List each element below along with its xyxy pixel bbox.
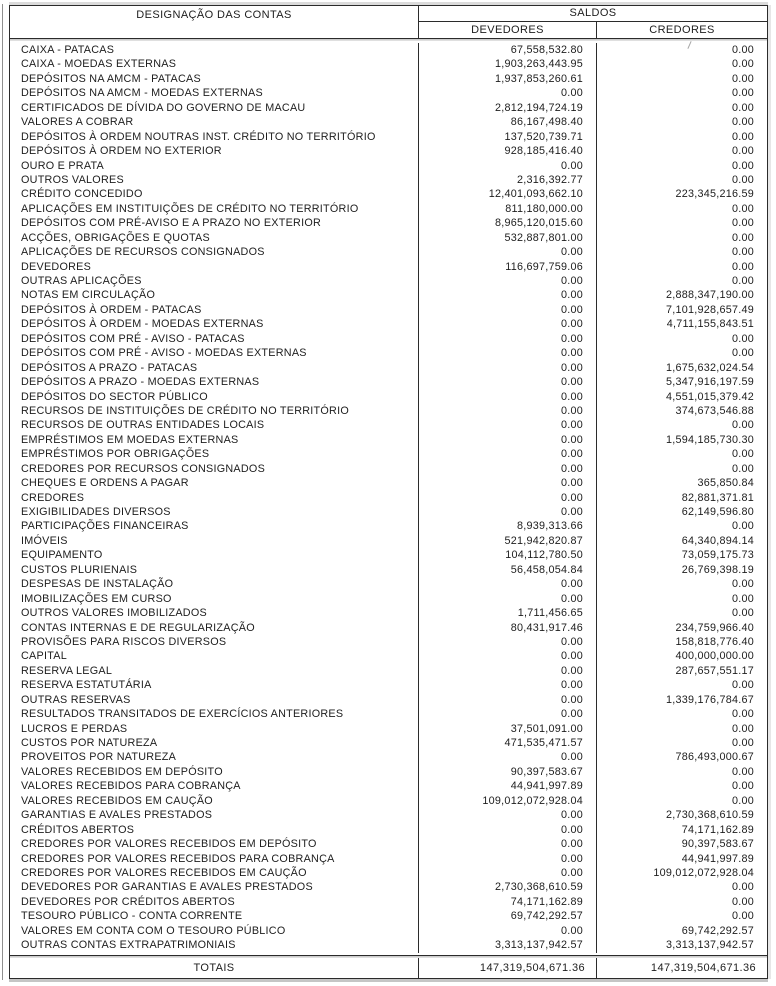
credores-value: 4,711,155,843.51: [666, 318, 754, 331]
header-designacao-das-contas: DESIGNAÇÃO DAS CONTAS: [10, 6, 419, 38]
account-name: DEVEDORES POR CRÉDITOS ABERTOS: [10, 895, 419, 909]
table-row: [10, 57, 767, 71]
account-name: EMPRÉSTIMOS POR OBRIGAÇÕES: [10, 447, 419, 461]
devedores-value: 0.00: [419, 924, 597, 938]
account-name: DESPESAS DE INSTALAÇÃO: [10, 577, 419, 591]
credores-value: 1,339,176,784.67: [665, 693, 754, 706]
table-row: [10, 375, 767, 389]
table-row: [10, 635, 767, 649]
table-row: [10, 765, 767, 779]
table-row: [10, 577, 767, 591]
devedores-value: 1,903,263,443.95: [419, 57, 597, 71]
account-name: DEPÓSITOS NA AMCM - PATACAS: [10, 72, 419, 86]
accounts-table: [9, 5, 768, 979]
devedores-value: 56,458,054.84: [419, 563, 597, 577]
table-row: [10, 101, 767, 115]
devedores-value: 0.00: [419, 707, 597, 721]
account-name: CREDORES: [10, 491, 419, 505]
credores-value: 365,850.84: [697, 477, 754, 490]
account-name: RESERVA LEGAL: [10, 664, 419, 678]
table-row: [10, 216, 767, 230]
credores-value: 0.00: [731, 332, 754, 345]
table-row: [10, 173, 767, 187]
credores-value: 0.00: [731, 246, 754, 259]
account-name: VALORES A COBRAR: [10, 115, 419, 129]
account-name: DEPÓSITOS COM PRÉ - AVISO - MOEDAS EXTERNAS: [10, 346, 419, 360]
credores-value: 0.00: [731, 58, 754, 71]
credores-value: 0.00: [731, 592, 754, 605]
credores-value: 287,657,551.17: [675, 664, 754, 677]
table-row: [10, 418, 767, 432]
devedores-value: 0.00: [419, 577, 597, 591]
devedores-value: 0.00: [419, 750, 597, 764]
table-row: [10, 245, 767, 259]
table-row: [10, 476, 767, 490]
devedores-value: 8,939,313.66: [419, 519, 597, 533]
devedores-value: 0.00: [419, 274, 597, 288]
credores-value: 0.00: [731, 708, 754, 721]
credores-value: 69,742,292.57: [681, 924, 754, 937]
devedores-value: 116,697,759.06: [419, 260, 597, 274]
table-row: [10, 288, 767, 302]
account-name: CHEQUES E ORDENS A PAGAR: [10, 476, 419, 490]
credores-value: 1,675,632,024.54: [665, 361, 754, 374]
account-name: DEPÓSITOS NA AMCM - MOEDAS EXTERNAS: [10, 86, 419, 100]
account-name: CAPITAL: [10, 649, 419, 663]
account-name: DEPÓSITOS A PRAZO - PATACAS: [10, 361, 419, 375]
account-name: IMOBILIZAÇÕES EM CURSO: [10, 592, 419, 606]
account-name: CONTAS INTERNAS E DE REGULARIZAÇÃO: [10, 621, 419, 635]
account-name: DEPÓSITOS À ORDEM NO EXTERIOR: [10, 144, 419, 158]
account-name: PROVEITOS POR NATUREZA: [10, 750, 419, 764]
table-row: [10, 563, 767, 577]
scan-edge-artifact: [2, 4, 3, 980]
account-name: DEVEDORES POR GARANTIAS E AVALES PRESTADOS: [10, 880, 419, 894]
devedores-value: 0.00: [419, 245, 597, 259]
credores-value: 0.00: [731, 347, 754, 360]
account-name: DEPÓSITOS DO SECTOR PÚBLICO: [10, 390, 419, 404]
devedores-value: 0.00: [419, 866, 597, 880]
table-row: [10, 346, 767, 360]
header-credores: CREDORES: [649, 24, 715, 36]
devedores-value: 471,535,471.57: [419, 736, 597, 750]
table-row: [10, 130, 767, 144]
credores-value: 0.00: [731, 722, 754, 735]
table-row: [10, 823, 767, 837]
devedores-value: 0.00: [419, 678, 597, 692]
credores-value: 74,171,162.89: [681, 823, 754, 836]
devedores-value: 0.00: [419, 491, 597, 505]
credores-value: 786,493,000.67: [675, 751, 754, 764]
table-row: [10, 303, 767, 317]
credores-value: 0.00: [731, 794, 754, 807]
credores-value: 223,345,216.59: [675, 188, 754, 201]
devedores-value: 0.00: [419, 361, 597, 375]
table-row: [10, 317, 767, 331]
account-name: OUTRAS CONTAS EXTRAPATRIMONIAIS: [10, 938, 419, 952]
table-row: [10, 678, 767, 692]
account-name: CUSTOS PLURIENAIS: [10, 563, 419, 577]
credores-value: 73,059,175.73: [681, 549, 754, 562]
table-row: [10, 86, 767, 100]
header-devedores: DEVEDORES: [419, 22, 597, 38]
account-name: PROVISÕES PARA RISCOS DIVERSOS: [10, 635, 419, 649]
table-row: [10, 736, 767, 750]
table-row: [10, 852, 767, 866]
credores-value: 26,769,398.19: [681, 563, 754, 576]
account-name: RECURSOS DE INSTITUIÇÕES DE CRÉDITO NO TERRITÓRIO: [10, 404, 419, 418]
devedores-value: 80,431,917.46: [419, 621, 597, 635]
credores-value: 0.00: [731, 87, 754, 100]
account-name: CREDORES POR VALORES RECEBIDOS EM CAUÇÃO: [10, 866, 419, 880]
account-name: RESULTADOS TRANSITADOS DE EXERCÍCIOS ANTERIORES: [10, 707, 419, 721]
account-name: DEPÓSITOS À ORDEM - PATACAS: [10, 303, 419, 317]
totals-label: TOTAIS: [10, 958, 419, 978]
credores-value: 0.00: [731, 419, 754, 432]
table-row: [10, 43, 767, 57]
credores-value: 3,313,137,942.57: [665, 939, 754, 952]
devedores-value: 0.00: [419, 852, 597, 866]
devedores-value: 0.00: [419, 476, 597, 490]
account-name: EMPRÉSTIMOS EM MOEDAS EXTERNAS: [10, 433, 419, 447]
account-name: CAIXA - MOEDAS EXTERNAS: [10, 57, 419, 71]
account-name: DEPÓSITOS À ORDEM NOUTRAS INST. CRÉDITO NO TERRITÓRIO: [10, 130, 419, 144]
devedores-value: 3,313,137,942.57: [419, 938, 597, 952]
credores-value: 0.00: [731, 231, 754, 244]
devedores-value: 37,501,091.00: [419, 722, 597, 736]
devedores-value: 0.00: [419, 823, 597, 837]
account-name: VALORES EM CONTA COM O TESOURO PÚBLICO: [10, 924, 419, 938]
table-row: [10, 187, 767, 201]
account-name: VALORES RECEBIDOS EM CAUÇÃO: [10, 794, 419, 808]
table-row: [10, 447, 767, 461]
table-row: [10, 390, 767, 404]
credores-value: 0.00: [731, 260, 754, 273]
devedores-value: 90,397,583.67: [419, 765, 597, 779]
credores-value: 0.00: [731, 448, 754, 461]
table-row: [10, 534, 767, 548]
table-row: [10, 202, 767, 216]
account-name: CREDORES POR VALORES RECEBIDOS EM DEPÓSITO: [10, 837, 419, 851]
devedores-value: 0.00: [419, 462, 597, 476]
table-row: [10, 794, 767, 808]
table-row: [10, 505, 767, 519]
credores-value: 0.00: [731, 578, 754, 591]
devedores-value: 0.00: [419, 592, 597, 606]
devedores-value: 109,012,072,928.04: [419, 794, 597, 808]
table-row: [10, 924, 767, 938]
credores-value: 0.00: [731, 130, 754, 143]
table-row: [10, 491, 767, 505]
account-name: CUSTOS POR NATUREZA: [10, 736, 419, 750]
credores-value: 0.00: [731, 116, 754, 129]
credores-value: 0.00: [731, 462, 754, 475]
credores-value: 0.00: [731, 101, 754, 114]
devedores-value: 0.00: [419, 505, 597, 519]
account-name: APLICAÇÕES EM INSTITUIÇÕES DE CRÉDITO NO TERRITÓRIO: [10, 202, 419, 216]
account-name: GARANTIAS E AVALES PRESTADOS: [10, 808, 419, 822]
account-name: DEPÓSITOS À ORDEM - MOEDAS EXTERNAS: [10, 317, 419, 331]
table-row: [10, 895, 767, 909]
devedores-value: 0.00: [419, 837, 597, 851]
account-name: CAIXA - PATACAS: [10, 43, 419, 57]
credores-value: 0.00: [731, 737, 754, 749]
credores-value: 0.00: [731, 44, 754, 56]
table-row: [10, 72, 767, 86]
account-name: CERTIFICADOS DE DÍVIDA DO GOVERNO DE MACAU: [10, 101, 419, 115]
credores-value: 5,347,916,197.59: [665, 376, 754, 389]
table-row: [10, 274, 767, 288]
credores-value: 90,397,583.67: [681, 838, 754, 851]
credores-value: 82,881,371.81: [681, 491, 754, 504]
credores-value: 0.00: [731, 895, 754, 908]
devedores-value: 0.00: [419, 317, 597, 331]
devedores-value: 0.00: [419, 649, 597, 663]
account-name: VALORES RECEBIDOS EM DEPÓSITO: [10, 765, 419, 779]
devedores-value: 0.00: [419, 390, 597, 404]
table-row: [10, 808, 767, 822]
devedores-value: 67,558,532.80: [419, 43, 597, 57]
account-name: TESOURO PÚBLICO - CONTA CORRENTE: [10, 909, 419, 923]
table-row: [10, 909, 767, 923]
devedores-value: 811,180,000.00: [419, 202, 597, 216]
account-name: ACÇÕES, OBRIGAÇÕES E QUOTAS: [10, 231, 419, 245]
credores-value: 0.00: [731, 765, 754, 778]
devedores-value: 12,401,093,662.10: [419, 187, 597, 201]
table-row: [10, 519, 767, 533]
account-name: CREDORES POR VALORES RECEBIDOS PARA COBRANÇA: [10, 852, 419, 866]
credores-value: 234,759,966.40: [675, 621, 754, 634]
credores-value: 0.00: [731, 780, 754, 793]
table-row: [10, 693, 767, 707]
credores-value: 0.00: [731, 910, 754, 923]
credores-value: 2,888,347,190.00: [665, 289, 754, 302]
table-row: [10, 621, 767, 635]
account-name: NOTAS EM CIRCULAÇÃO: [10, 288, 419, 302]
account-name: CRÉDITO CONCEDIDO: [10, 187, 419, 201]
credores-value: 0.00: [731, 679, 754, 692]
devedores-value: 0.00: [419, 375, 597, 389]
credores-value: 0.00: [731, 145, 754, 158]
table-row: [10, 115, 767, 129]
account-name: PARTICIPAÇÕES FINANCEIRAS: [10, 519, 419, 533]
account-name: DEPÓSITOS COM PRÉ-AVISO E A PRAZO NO EXTERIOR: [10, 216, 419, 230]
account-name: OUTRAS RESERVAS: [10, 693, 419, 707]
totals-row: [10, 958, 767, 978]
account-name: DEPÓSITOS A PRAZO - MOEDAS EXTERNAS: [10, 375, 419, 389]
devedores-value: 928,185,416.40: [419, 144, 597, 158]
credores-value: 2,730,368,610.59: [665, 809, 754, 822]
devedores-value: 2,730,368,610.59: [419, 880, 597, 894]
devedores-value: 0.00: [419, 303, 597, 317]
devedores-value: 1,711,456.65: [419, 606, 597, 620]
account-name: DEVEDORES: [10, 260, 419, 274]
credores-value: 62,149,596.80: [681, 506, 754, 518]
account-name: IMÓVEIS: [10, 534, 419, 548]
credores-value: 44,941,997.89: [681, 852, 754, 865]
account-name: OUTRAS APLICAÇÕES: [10, 274, 419, 288]
credores-value: 7,101,928,657.49: [665, 303, 754, 316]
credores-value: 0.00: [731, 72, 754, 85]
table-row: [10, 144, 767, 158]
table-row: [10, 332, 767, 346]
devedores-value: 0.00: [419, 346, 597, 360]
table-row: [10, 260, 767, 274]
table-row: [10, 361, 767, 375]
devedores-value: 104,112,780.50: [419, 548, 597, 562]
credores-value: 0.00: [731, 173, 754, 186]
credores-value: 0.00: [731, 881, 754, 894]
credores-value: 0.00: [731, 520, 754, 533]
credores-value: 64,340,894.14: [681, 534, 754, 547]
table-header: [10, 6, 767, 38]
credores-value: 400,000,000.00: [675, 650, 754, 663]
devedores-value: 74,171,162.89: [419, 895, 597, 909]
devedores-value: 0.00: [419, 664, 597, 678]
table-row: [10, 159, 767, 173]
devedores-value: 0.00: [419, 288, 597, 302]
table-body: [10, 41, 767, 955]
credores-value: 4,551,015,379.42: [665, 390, 754, 403]
table-row: [10, 433, 767, 447]
devedores-value: 0.00: [419, 418, 597, 432]
devedores-value: 86,167,498.40: [419, 115, 597, 129]
table-row: [10, 779, 767, 793]
account-name: OURO E PRATA: [10, 159, 419, 173]
account-name: EQUIPAMENTO: [10, 548, 419, 562]
devedores-value: 1,937,853,260.61: [419, 72, 597, 86]
devedores-value: 0.00: [419, 447, 597, 461]
devedores-value: 0.00: [419, 433, 597, 447]
account-name: APLICAÇÕES DE RECURSOS CONSIGNADOS: [10, 245, 419, 259]
credores-value: 0.00: [731, 607, 754, 620]
table-row: [10, 592, 767, 606]
account-name: VALORES RECEBIDOS PARA COBRANÇA: [10, 779, 419, 793]
table-row: [10, 938, 767, 952]
credores-value: 0.00: [731, 275, 754, 287]
devedores-value: 2,812,194,724.19: [419, 101, 597, 115]
credores-value: 0.00: [731, 202, 754, 215]
account-name: EXIGIBILIDADES DIVERSOS: [10, 505, 419, 519]
table-row: [10, 664, 767, 678]
devedores-value: 44,941,997.89: [419, 779, 597, 793]
credores-value: 374,673,546.88: [675, 404, 754, 417]
devedores-value: 532,887,801.00: [419, 231, 597, 245]
account-name: OUTROS VALORES: [10, 173, 419, 187]
credores-value: 0.00: [731, 217, 754, 230]
devedores-value: 521,942,820.87: [419, 534, 597, 548]
account-name: LUCROS E PERDAS: [10, 722, 419, 736]
credores-value: 109,012,072,928.04: [653, 866, 754, 879]
table-row: [10, 880, 767, 894]
devedores-value: 0.00: [419, 332, 597, 346]
credores-value: 1,594,185,730.30: [665, 433, 754, 446]
table-row: [10, 866, 767, 880]
devedores-value: 0.00: [419, 404, 597, 418]
credores-value: 0.00: [731, 159, 754, 172]
table-row: [10, 750, 767, 764]
totals-devedores-value: 147,319,504,671.36: [419, 958, 597, 978]
table-row: [10, 231, 767, 245]
table-row: [10, 722, 767, 736]
devedores-value: 69,742,292.57: [419, 909, 597, 923]
devedores-value: 0.00: [419, 159, 597, 173]
table-row: [10, 404, 767, 418]
account-name: CREDORES POR RECURSOS CONSIGNADOS: [10, 462, 419, 476]
table-row: [10, 837, 767, 851]
table-row: [10, 462, 767, 476]
table-row: [10, 649, 767, 663]
account-name: RESERVA ESTATUTÁRIA: [10, 678, 419, 692]
account-name: CRÉDITOS ABERTOS: [10, 823, 419, 837]
header-saldos-group: [419, 6, 767, 38]
devedores-value: 2,316,392.77: [419, 173, 597, 187]
totals-credores-value: 147,319,504,671.36: [650, 961, 756, 974]
devedores-value: 0.00: [419, 693, 597, 707]
table-row: [10, 707, 767, 721]
account-name: OUTROS VALORES IMOBILIZADOS: [10, 606, 419, 620]
devedores-value: 0.00: [419, 635, 597, 649]
devedores-value: 0.00: [419, 808, 597, 822]
table-row: [10, 606, 767, 620]
header-saldos-subcolumns: [419, 22, 767, 38]
table-row: [10, 548, 767, 562]
account-name: RECURSOS DE OUTRAS ENTIDADES LOCAIS: [10, 418, 419, 432]
devedores-value: 8,965,120,015.60: [419, 216, 597, 230]
devedores-value: 137,520,739.71: [419, 130, 597, 144]
credores-value: 158,818,776.40: [675, 635, 754, 648]
header-saldos: SALDOS: [419, 6, 767, 22]
devedores-value: 0.00: [419, 86, 597, 100]
account-name: DEPÓSITOS COM PRÉ - AVISO - PATACAS: [10, 332, 419, 346]
